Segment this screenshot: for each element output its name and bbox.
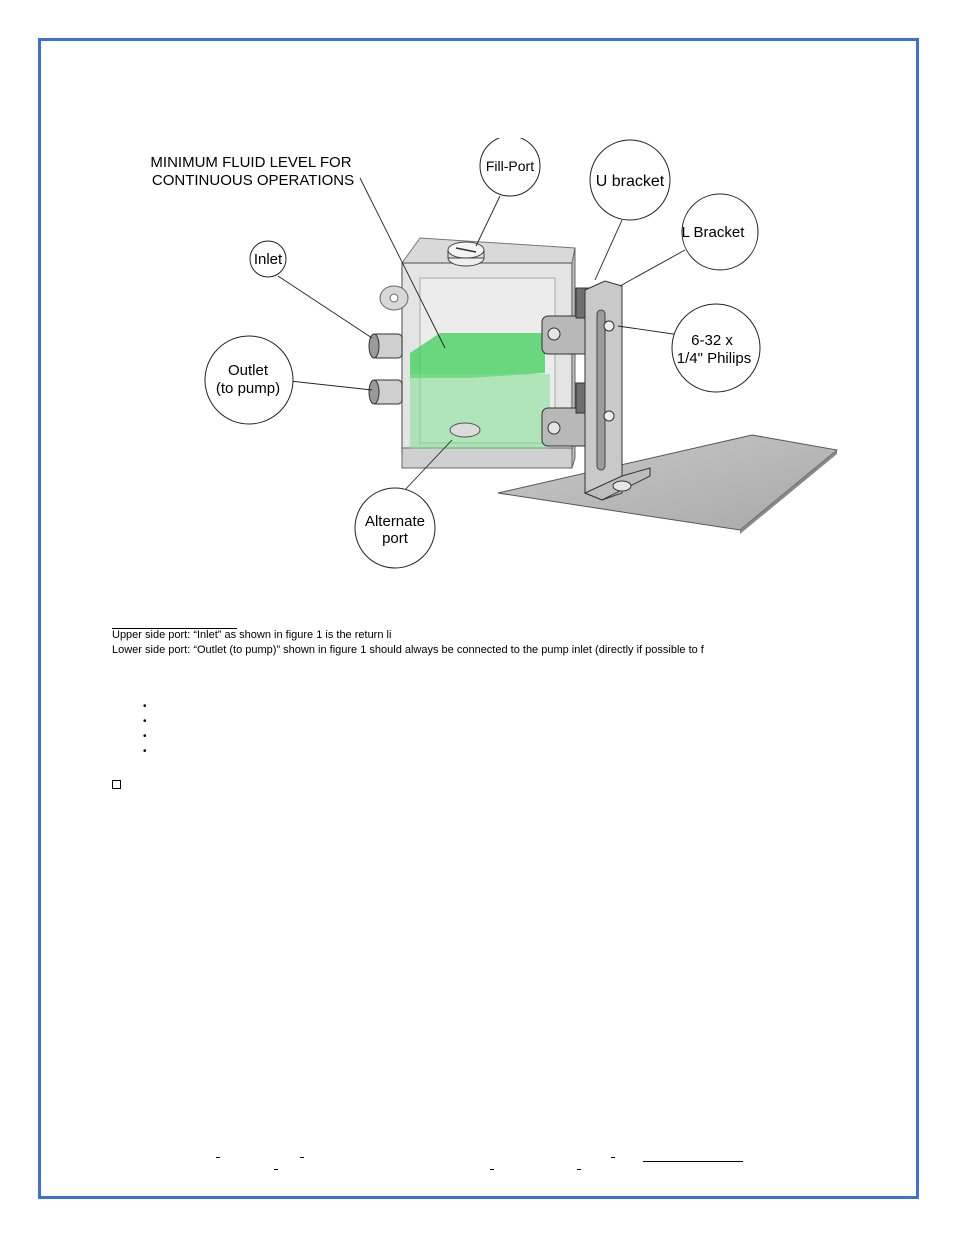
footer-mark [490, 1169, 494, 1170]
bullet-1: • [143, 701, 147, 712]
note-lower-port: Lower side port: “Outlet (to pump)” shown in figure 1 should always be connected to the pump inlet (directly if possible to f [112, 644, 704, 656]
outlet-label-1: Outlet [227, 362, 269, 379]
inlet-label: Inlet [253, 251, 283, 268]
u-bracket-label: U bracket [595, 173, 665, 190]
reservoir-figure [140, 138, 840, 578]
footer-mark [300, 1157, 304, 1158]
screw-label-1: 6-32 x [691, 332, 733, 349]
bullet-3: • [143, 731, 147, 742]
alternate-label-1: Alternate [364, 513, 426, 530]
bullet-2: • [143, 716, 147, 727]
footer-mark [611, 1157, 615, 1158]
bullet-4: • [143, 746, 147, 757]
fill-port-cap [448, 242, 484, 266]
alternate-port [450, 423, 480, 437]
checkbox-icon [112, 780, 121, 789]
fill-port-label: Fill-Port [485, 158, 535, 174]
footer-rule [643, 1161, 743, 1162]
l-bracket-label: L Bracket [681, 224, 745, 241]
min-level-label-2: CONTINUOUS OPERATIONS [151, 172, 355, 189]
footer-mark [274, 1169, 278, 1170]
alternate-label-2: port [382, 530, 408, 547]
outlet-fitting [369, 380, 402, 404]
screw-label-2: 1/4" Philips [676, 350, 752, 367]
outlet-label-2: (to pump) [215, 380, 281, 397]
fluid-level [410, 333, 545, 378]
footer-mark [216, 1157, 220, 1158]
footer-mark [577, 1169, 581, 1170]
note-upper-port: Upper side port: “Inlet” as shown in figure 1 is the return li [112, 629, 392, 641]
inlet-fitting [369, 334, 402, 358]
min-level-label-1: MINIMUM FLUID LEVEL FOR [150, 154, 352, 171]
